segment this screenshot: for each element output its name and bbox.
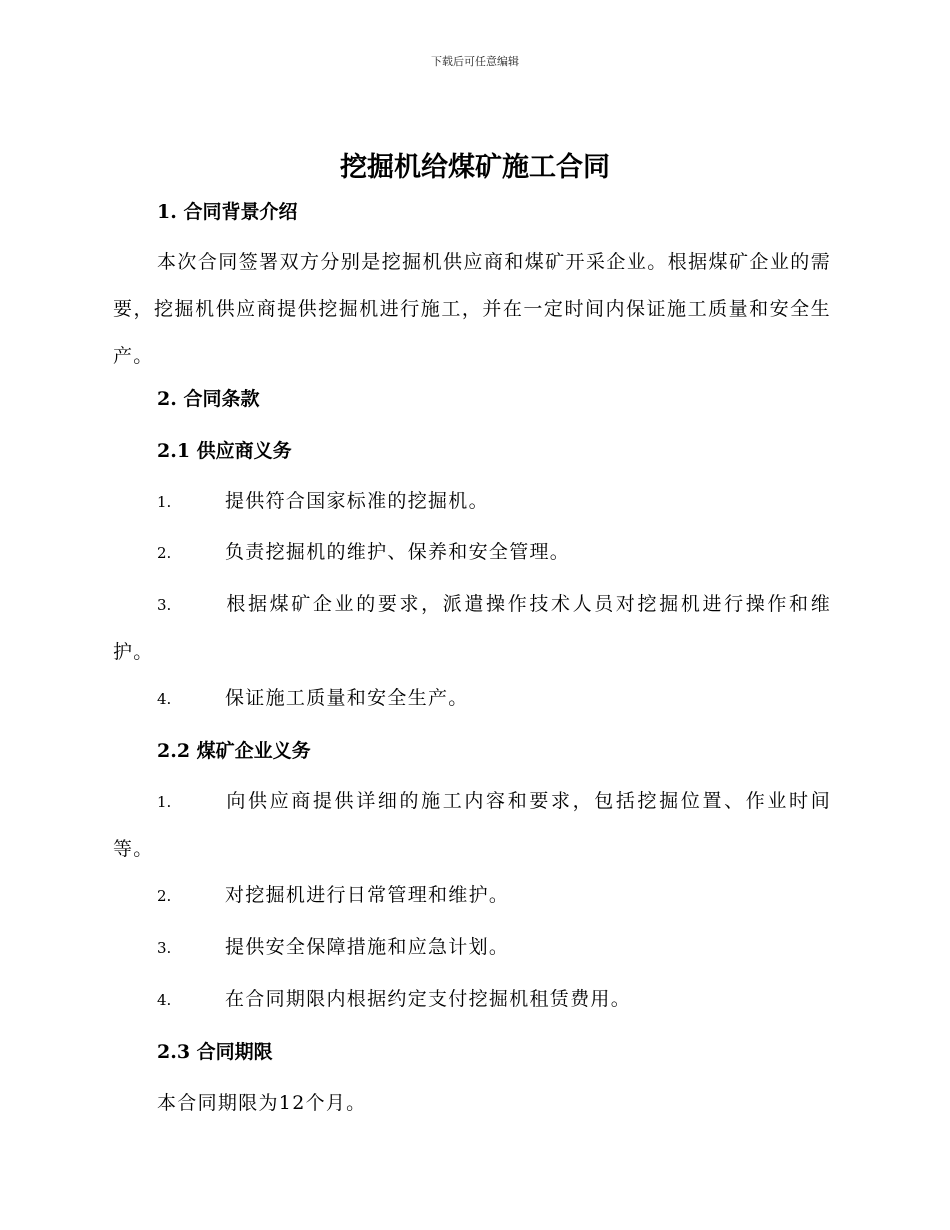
section-2-2-heading: 2.2 煤矿企业义务 [157, 740, 311, 762]
list-item [113, 924, 831, 972]
list-item-text: 提供符合国家标准的挖掘机。 [225, 490, 489, 512]
list-item-text: 向供应商提供详细的施工内容和要求，包括挖掘位置、作业时间等。 [113, 790, 831, 860]
list-item [113, 581, 831, 676]
list-item-text: 提供安全保障措施和应急计划。 [225, 936, 510, 958]
list-item [113, 976, 831, 1024]
section-2-3-heading: 2.3 合同期限 [157, 1041, 273, 1063]
document-title: 挖掘机给煤矿施工合同 [340, 152, 610, 183]
section-1-heading: 1. 合同背景介绍 [157, 201, 298, 223]
list-item-number: 2. [157, 544, 172, 562]
list-item [113, 478, 831, 526]
section-2-3-paragraph: 本合同期限为12个月。 [157, 1092, 367, 1114]
section-2-heading: 2. 合同条款 [157, 388, 260, 410]
section-2-1-heading: 2.1 供应商义务 [157, 440, 292, 462]
list-item [113, 529, 831, 577]
list-item-number: 1. [157, 493, 172, 511]
list-item-number: 2. [157, 887, 172, 905]
list-item-number: 3. [157, 596, 172, 614]
list-item-text: 在合同期限内根据约定支付挖掘机租赁费用。 [225, 988, 632, 1010]
list-item [113, 872, 831, 920]
list-item [113, 675, 831, 723]
list-item-number: 4. [157, 991, 172, 1009]
list-item-text: 根据煤矿企业的要求，派遣操作技术人员对挖掘机进行操作和维护。 [113, 593, 831, 663]
list-item-number: 4. [157, 690, 172, 708]
section-1-paragraph: 本次合同签署双方分别是挖掘机供应商和煤矿开采企业。根据煤矿企业的需要，挖掘机供应商提供挖掘机进行施工，并在一定时间内保证施工质量和安全生产。 [113, 251, 831, 367]
list-item-text: 对挖掘机进行日常管理和维护。 [225, 884, 510, 906]
list-item [113, 778, 831, 873]
list-item-number: 1. [157, 793, 172, 811]
list-item-text: 保证施工质量和安全生产。 [225, 687, 469, 709]
list-item-text: 负责挖掘机的维护、保养和安全管理。 [225, 541, 571, 563]
page-header: 下载后可任意编辑 [431, 55, 519, 68]
list-item-number: 3. [157, 939, 172, 957]
